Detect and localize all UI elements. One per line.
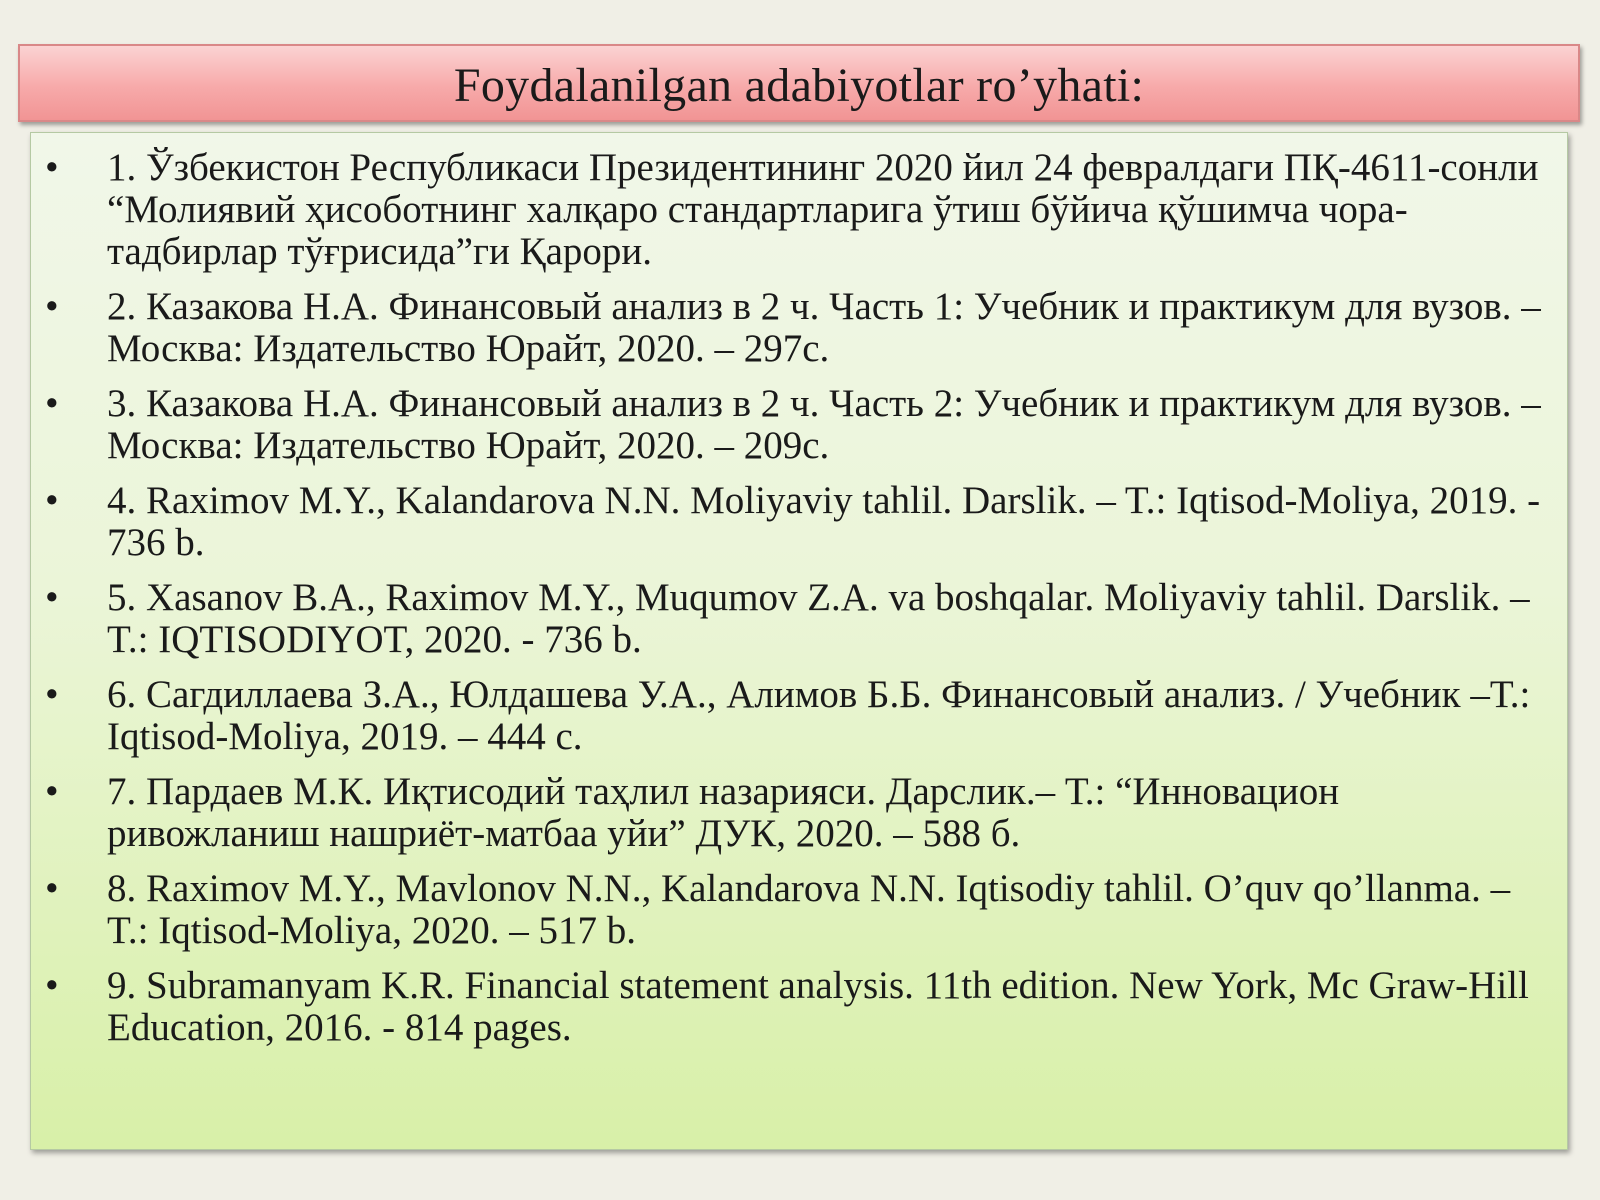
reference-text: 2. Казакова Н.А. Финансовый анализ в 2 ч. Часть 1: Учебник и практикум для вузов. – Москва: Издательство Юрайт, 2020. – 297с.: [107, 285, 1541, 370]
bullet-icon: •: [45, 479, 59, 522]
title-banner: [18, 44, 1580, 122]
reference-item-5: [31, 577, 1567, 661]
references-panel: [30, 132, 1568, 1150]
reference-item-1: [31, 147, 1567, 273]
bullet-icon: •: [45, 146, 59, 189]
reference-item-9: [31, 965, 1567, 1049]
bullet-icon: •: [45, 770, 59, 813]
reference-text: 9. Subramanyam K.R. Financial statement analysis. 11th edition. New York, Mc Graw-Hill Education, 2016. - 814 pages.: [107, 964, 1529, 1049]
references-list: [31, 133, 1567, 1049]
reference-text: 4. Raximov M.Y., Kalandarova N.N. Moliyaviy tahlil. Darslik. – T.: Iqtisod-Moliya, 2019. - 736 b.: [107, 479, 1541, 564]
reference-text: 5. Xasanov B.A., Raximov M.Y., Muqumov Z.A. va boshqalar. Moliyaviy tahlil. Darslik. – T.: IQTISODIYOT, 2020. - 736 b.: [107, 576, 1530, 661]
bullet-icon: •: [45, 285, 59, 328]
reference-text: 8. Raximov M.Y., Mavlonov N.N., Kalandarova N.N. Iqtisodiy tahlil. O’quv qo’llanma. – T.: Iqtisod-Moliya, 2020. – 517 b.: [107, 867, 1511, 952]
reference-item-3: [31, 383, 1567, 467]
bullet-icon: •: [45, 964, 59, 1007]
bullet-icon: •: [45, 382, 59, 425]
reference-text: 6. Сагдиллаева З.А., Юлдашева У.А., Алимов Б.Б. Финансовый анализ. / Учебник –Т.: Iqtisod-Moliya, 2019. – 444 с.: [107, 673, 1531, 758]
reference-item-7: [31, 771, 1567, 855]
slide-title: Foydalanilgan adabiyotlar ro’yhati:: [453, 58, 1145, 112]
reference-item-8: [31, 868, 1567, 952]
bullet-icon: •: [45, 576, 59, 619]
reference-item-2: [31, 286, 1567, 370]
reference-text: 1. Ўзбекистон Республикаси Президентининг 2020 йил 24 февралдаги ПҚ-4611-сонли “Молиявий ҳисоботнинг халқаро стандартларига ўтиш бўйича қўшимча чора-тадбирлар тўғрисида”ги Қарори.: [107, 146, 1539, 273]
reference-text: 7. Пардаев М.К. Иқтисодий таҳлил назарияси. Дарслик.– Т.: “Инновацион ривожланиш нашриёт-матбаа уйи” ДУК, 2020. – 588 б.: [107, 770, 1340, 855]
bullet-icon: •: [45, 673, 59, 716]
reference-text: 3. Казакова Н.А. Финансовый анализ в 2 ч. Часть 2: Учебник и практикум для вузов. – Москва: Издательство Юрайт, 2020. – 209с.: [107, 382, 1541, 467]
reference-item-4: [31, 480, 1567, 564]
reference-item-6: [31, 674, 1567, 758]
bullet-icon: •: [45, 867, 59, 910]
